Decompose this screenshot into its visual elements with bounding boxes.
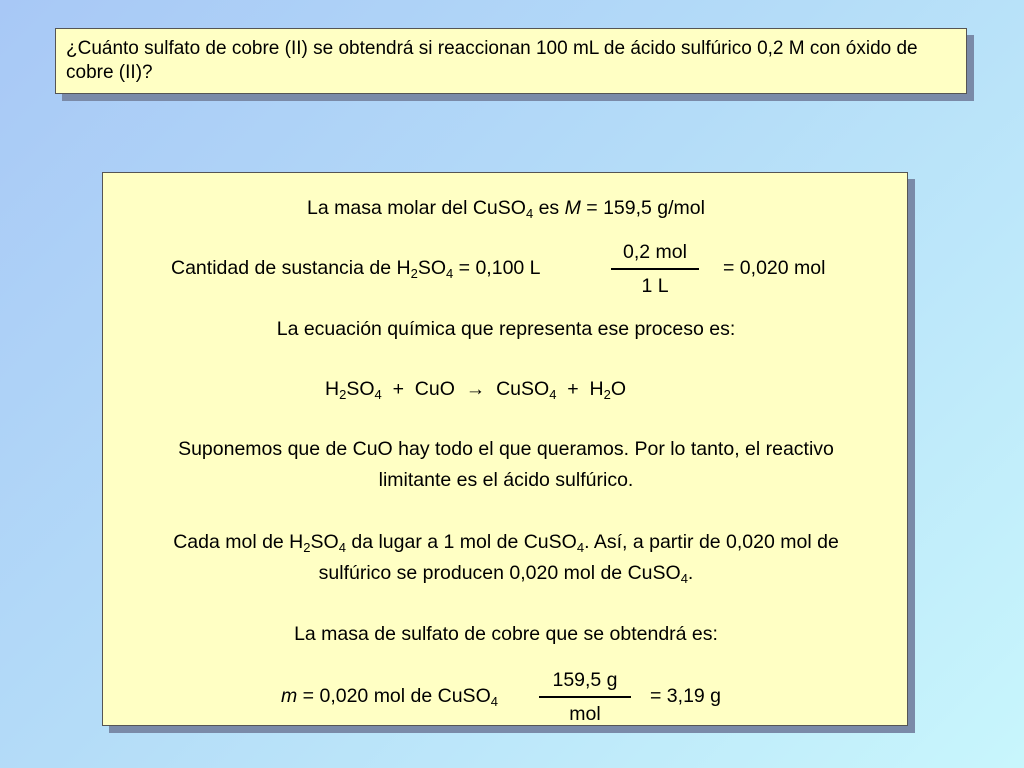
mass-numerator: 159,5 g — [552, 669, 618, 691]
amount-result: = 0,020 mol — [723, 257, 826, 279]
reaction-arrow: → — [465, 378, 486, 400]
equation-intro: La ecuación química que representa ese proceso es: — [276, 318, 736, 340]
mass-result: = 3,19 g — [650, 685, 722, 707]
fraction-bar — [611, 268, 699, 270]
ratio-line-1: Cada mol de $H_2SO_4$ da lugar a 1 mol de CuSO$_4$. Así, a partir de 0,020 mol de — [173, 531, 839, 555]
mass-fraction — [539, 668, 631, 726]
fraction-bar — [539, 696, 631, 698]
limiting-line-2: limitante es el ácido sulfúrico. — [378, 469, 634, 491]
ratio-line-2: sulfúrico se producen 0,020 mol de CuSO$_4$. — [318, 562, 694, 586]
amount-expression: Cantidad de sustancia de $H_2SO_4 = 0,100$ L — [171, 257, 541, 281]
question-box — [55, 28, 967, 94]
question-text: ¿Cuánto sulfato de cobre (II) se obtendrá si reaccionan 100 mL de ácido sulfúrico 0,2 M con óxido de cobre (II)? — [66, 38, 918, 83]
limiting-line-1: Suponemos que de CuO hay todo el que queramos. Por lo tanto, el reactivo — [178, 438, 834, 460]
mass-intro: La masa de sulfato de cobre que se obtendrá es: — [294, 623, 718, 645]
amount-numerator: 0,2 mol — [623, 241, 687, 263]
amount-denominator: 1 L — [641, 275, 669, 297]
solution-box — [102, 172, 908, 726]
chemical-reaction: $H_2SO_4$ + CuO → CuSO$_4$ + $H_2O$ — [325, 378, 626, 402]
amount-fraction — [611, 240, 699, 298]
mass-denominator: mol — [569, 703, 601, 725]
mass-expression: m = 0,020 mol de CuSO$_4$ — [281, 685, 498, 709]
molar-mass-line: La masa molar del CuSO$_4$ es M = 159,5 g/mol — [307, 197, 705, 221]
